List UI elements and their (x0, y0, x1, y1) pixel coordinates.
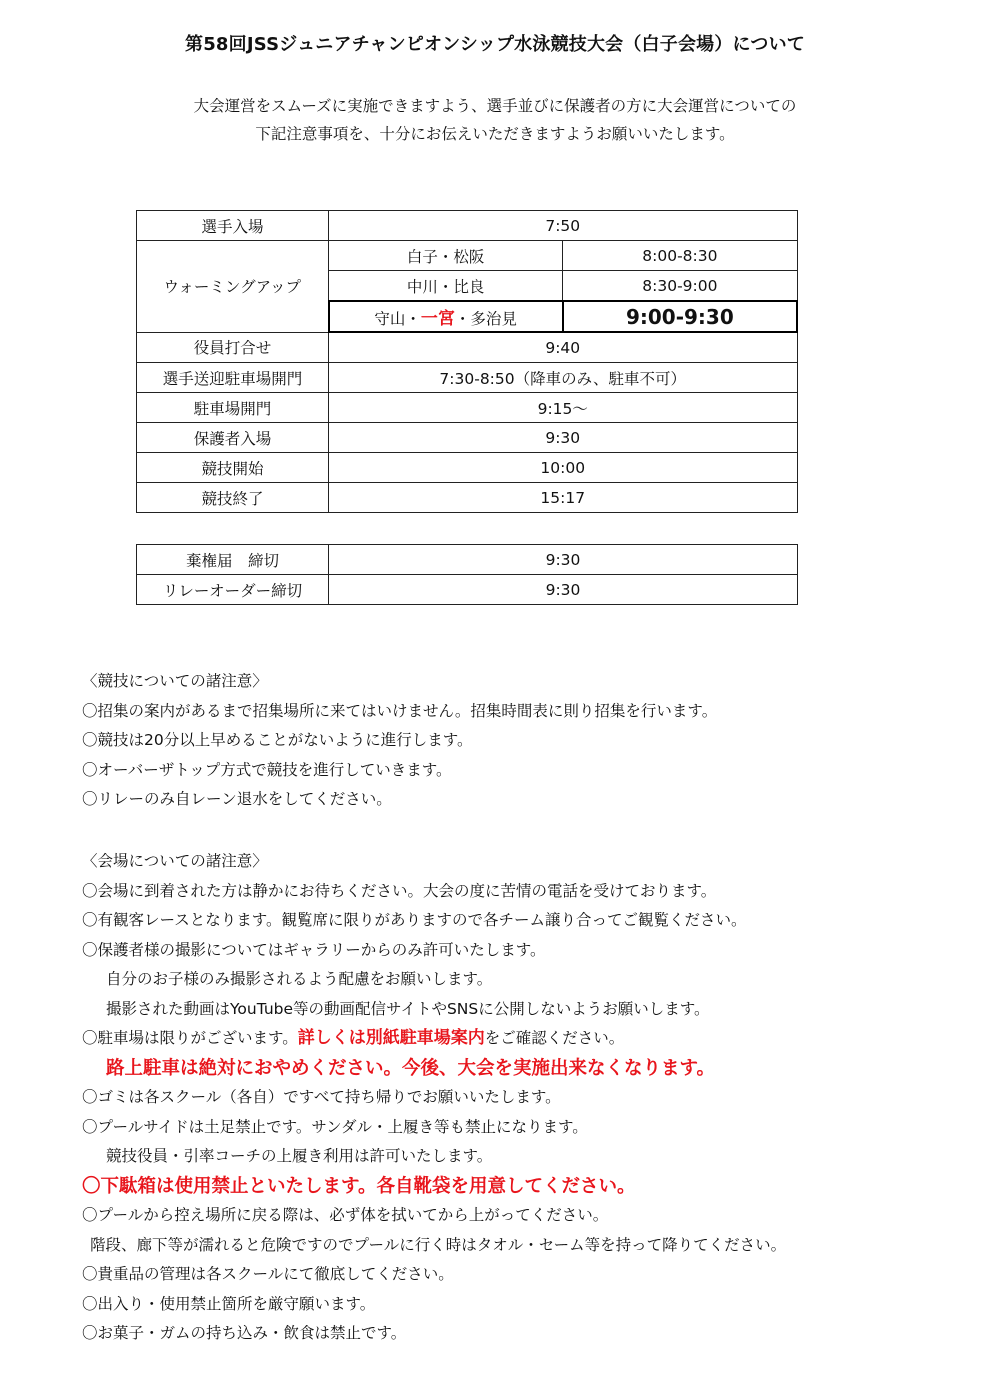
warmup-time-1: 8:00-8:30 (563, 241, 797, 271)
list-item: 階段、廊下等が濡れると危険ですのでプールに行く時はタオル・セーム等を持って降りてください。 (90, 1235, 787, 1254)
table-row (137, 332, 798, 363)
page-title: 第58回JSSジュニアチャンピオンシップ水泳競技大会（白子会場）について (185, 34, 805, 55)
list-item: 競技役員・引率コーチの上履き利用は許可いたします。 (106, 1147, 493, 1165)
row-label: 選手送迎駐車場開門 (137, 363, 329, 393)
row-value: 15:17 (329, 483, 798, 513)
table-row (137, 423, 798, 453)
list-item: 〇プールから控え場所に戻る際は、必ず体を拭いてから上がってください。 (82, 1206, 609, 1224)
intro-line-1: 大会運営をスムーズに実施できますよう、選手並びに保護者の方に大会運営についての (193, 97, 797, 115)
warmup-group-3-highlight: 一宮 (420, 309, 455, 329)
row-label: 保護者入場 (137, 423, 329, 453)
parking-warning: 路上駐車は絶対におやめください。今後、大会を実施出来なくなります。 (106, 1057, 716, 1079)
table-row (137, 575, 798, 605)
list-item: 〇オーバーザトップ方式で競技を進行していきます。 (82, 760, 452, 779)
schedule-table (136, 210, 798, 513)
deadline-label: 棄権届 締切 (137, 545, 329, 575)
row-label: 競技開始 (137, 453, 329, 483)
section-heading: 〈競技についての諸注意〉 (82, 672, 268, 690)
warmup-group-1: 白子・松阪 (329, 241, 563, 271)
list-item-parking (82, 1024, 786, 1054)
warmup-group-3-post: ・多治見 (454, 310, 517, 328)
row-label: 駐車場開門 (137, 393, 329, 423)
parking-pre: 〇駐車場は限りがございます。 (82, 1029, 298, 1047)
warmup-group-3 (329, 301, 563, 332)
list-item: 撮影された動画はYouTube等の動画配信サイトやSNSに公開しないようお願いします。 (106, 999, 710, 1018)
parking-highlight: 詳しくは別紙駐車場案内 (297, 1028, 485, 1048)
shoe-box-warning: 〇下駄箱は使用禁止といたします。各自靴袋を用意してください。 (82, 1175, 636, 1197)
table-row (137, 483, 798, 513)
table-row (137, 241, 798, 271)
competition-notes (82, 667, 717, 815)
warmup-time-3: 9:00-9:30 (563, 301, 797, 332)
list-item: 〇リレーのみ自レーン退水をしてください。 (82, 790, 392, 808)
section-heading: 〈会場についての諸注意〉 (82, 852, 268, 870)
list-item: 〇お菓子・ガムの持ち込み・飲食は禁止です。 (82, 1324, 407, 1342)
list-item: 〇プールサイドは土足禁止です。サンダル・上履き等も禁止になります。 (82, 1117, 588, 1136)
table-row (137, 211, 798, 241)
table-row (137, 545, 798, 575)
list-item: 〇出入り・使用禁止箇所を厳守願います。 (82, 1294, 376, 1313)
list-item: 〇会場に到着された方は静かにお待ちください。大会の度に苦情の電話を受けております。 (82, 881, 717, 900)
row-value: 9:15～ (329, 393, 798, 423)
table-row (137, 393, 798, 423)
table-row (137, 453, 798, 483)
row-value: 10:00 (329, 453, 798, 483)
list-item: 〇ゴミは各スクール（各自）ですべて持ち帰りでお願いいたします。 (82, 1088, 561, 1106)
list-item: 自分のお子様のみ撮影されるよう配慮をお願いします。 (106, 970, 493, 988)
deadline-value: 9:30 (329, 575, 798, 605)
row-value: 9:40 (329, 332, 798, 363)
warmup-label: ウォーミングアップ (137, 241, 329, 333)
list-item: 〇貴重品の管理は各スクールにて徹底してください。 (82, 1265, 454, 1283)
intro-line-2: 下記注意事項を、十分にお伝えいただきますようお願いいたします。 (255, 125, 735, 143)
row-value: 9:30 (329, 423, 798, 453)
list-item: 〇招集の案内があるまで招集場所に来てはいけません。招集時間表に則り招集を行います。 (82, 701, 718, 720)
row-label: 競技終了 (137, 483, 329, 513)
intro-text (0, 92, 990, 148)
warmup-time-2: 8:30-9:00 (563, 271, 797, 302)
deadline-value: 9:30 (329, 545, 798, 575)
list-item: 〇有観客レースとなります。観覧席に限りがありますので各チーム譲り合ってご観覧ください。 (82, 911, 747, 929)
warmup-group-2: 中川・比良 (329, 271, 563, 302)
entry-time: 7:50 (329, 211, 798, 241)
venue-notes (82, 847, 786, 1349)
deadline-table (136, 544, 798, 605)
list-item: 〇保護者様の撮影についてはギャラリーからのみ許可いたします。 (82, 940, 546, 959)
deadline-label: リレーオーダー締切 (137, 575, 329, 605)
row-label: 役員打合せ (137, 332, 329, 363)
parking-post: をご確認ください。 (484, 1029, 625, 1047)
warmup-group-3-pre: 守山・ (374, 310, 421, 328)
entry-label: 選手入場 (137, 211, 329, 241)
list-item: 〇競技は20分以上早めることがないように進行します。 (82, 731, 473, 749)
row-value: 7:30-8:50（降車のみ、駐車不可） (329, 363, 798, 393)
table-row (137, 363, 798, 393)
